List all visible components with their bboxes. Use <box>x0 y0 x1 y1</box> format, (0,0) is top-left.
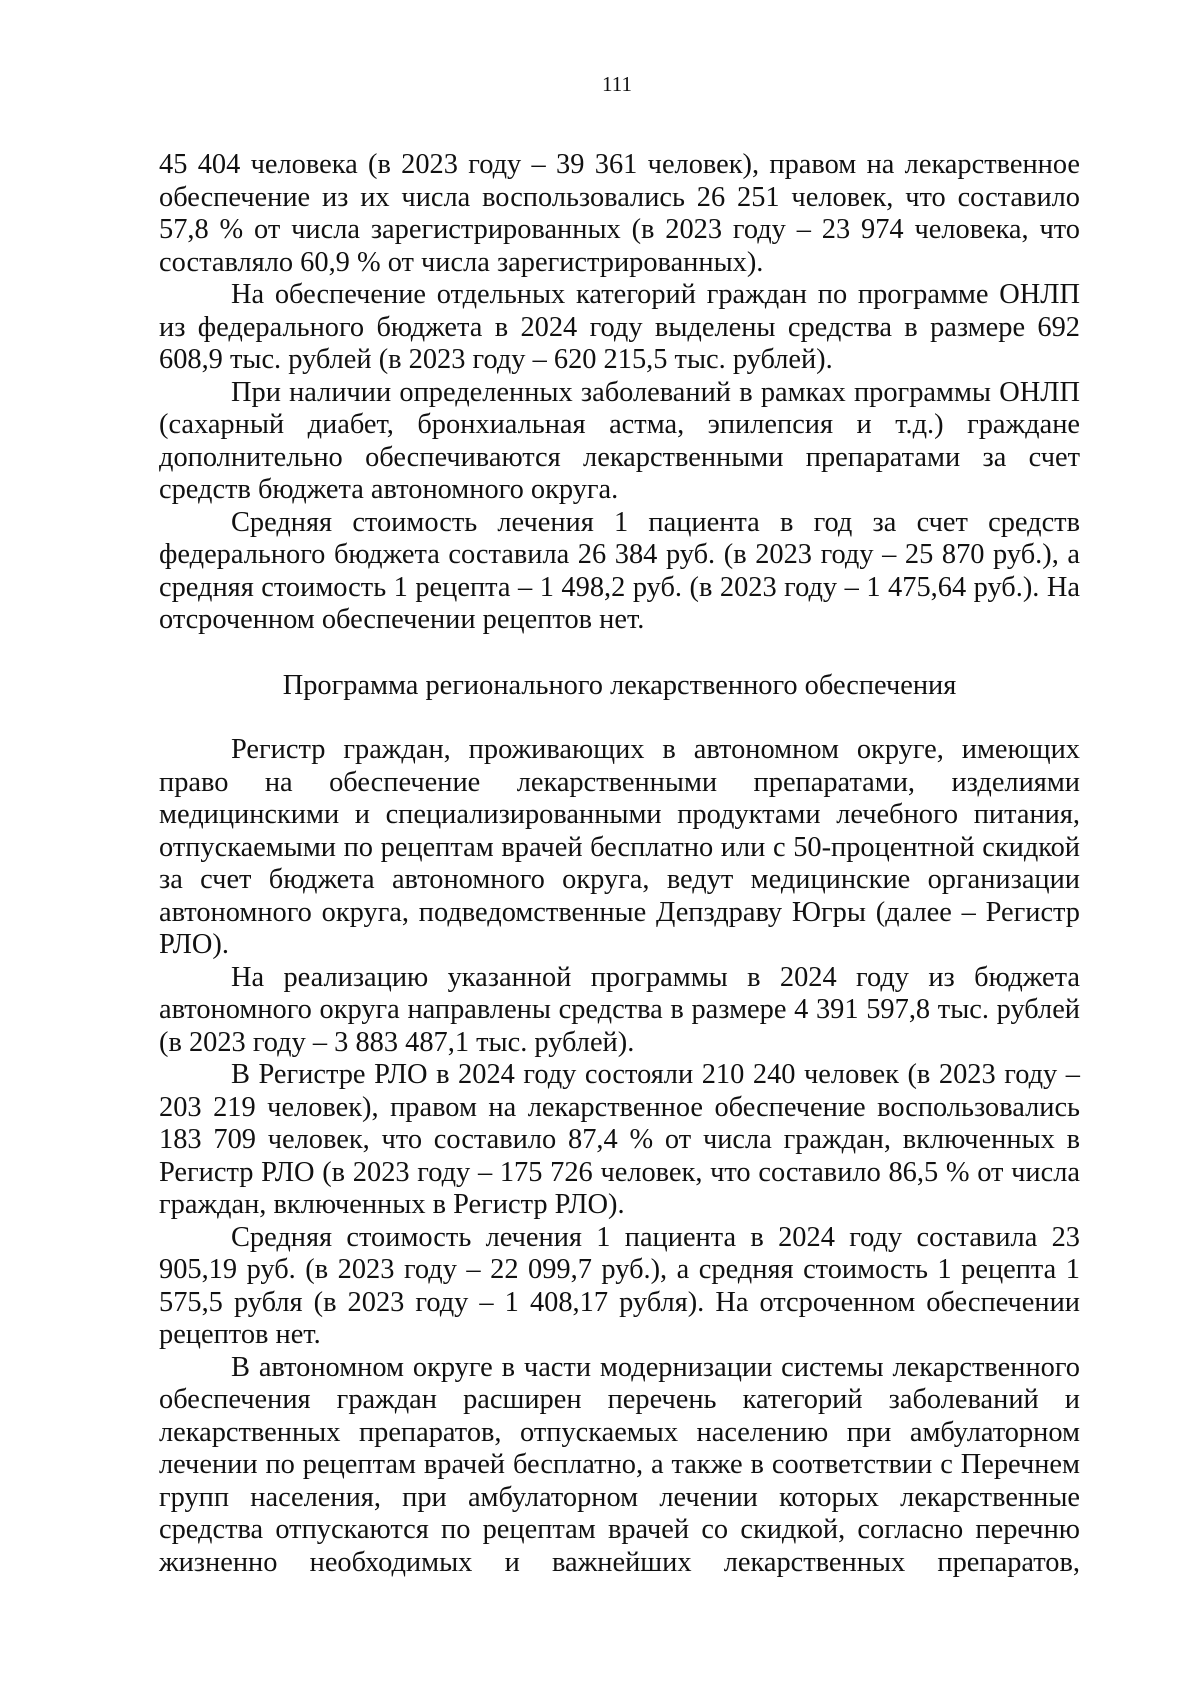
page-number: 111 <box>602 72 632 96</box>
paragraph-rlo-register: Регистр граждан, проживающих в автономном округе, имеющих право на обеспечение лекарственными препаратами, изделиями медицинскими и специализированными продуктами лечебного питания, отпускаемыми по рецептам врачей бесплатно или с 50-процентной скидкой за счет бюджета автономного округа, ведут медицинские организации автономного округа, подведомственные Депздраву Югры (далее – Регистр РЛО). <box>159 734 1080 960</box>
paragraph-onlp-funding: На обеспечение отдельных категорий граждан по программе ОНЛП из федерального бюджета в 2024 году выделены средства в размере 692 608,9 тыс. рублей (в 2023 году – 620 215,5 тыс. рублей). <box>159 279 1080 375</box>
document-body <box>159 149 1080 1579</box>
paragraph-onlp-diseases: При наличии определенных заболеваний в рамках программы ОНЛП (сахарный диабет, бронхиальная астма, эпилепсия и т.д.) граждане дополнительно обеспечиваются лекарственными препаратами за счет средств бюджета автономного округа. <box>159 376 1080 505</box>
section-heading: Программа регионального лекарственного обеспечения <box>282 669 957 701</box>
paragraph-rlo-statistics: В Регистре РЛО в 2024 году состояли 210 240 человек (в 2023 году – 203 219 человек), правом на лекарственное обеспечение воспользовались 183 709 человек, что составило 87,4 % от числа граждан, включенных в Регистр РЛО (в 2023 году – 175 726 человек, что составило 86,5 % от числа граждан, включенных в Регистр РЛО). <box>159 1059 1080 1220</box>
paragraph-rlo-funding: На реализацию указанной программы в 2024 году из бюджета автономного округа направлены средства в размере 4 391 597,8 тыс. рублей (в 2023 году – 3 883 487,1 тыс. рублей). <box>159 961 1080 1058</box>
paragraph-onlp-average-cost: Средняя стоимость лечения 1 пациента в год за счет средств федерального бюджета составила 26 384 руб. (в 2023 году – 25 870 руб.), а средняя стоимость 1 рецепта – 1 498,2 руб. (в 2023 году – 1 475,64 руб.). На отсроченном обеспечении рецептов нет. <box>159 506 1080 635</box>
paragraph-modernization: В автономном округе в части модернизации системы лекарственного обеспечения граждан расширен перечень категорий заболеваний и лекарственных препаратов, отпускаемых населению при амбулаторном лечении по рецептам врачей бесплатно, а также в соответствии с Перечнем групп населения, при амбулаторном лечении которых лекарственные средства отпускаются по рецептам врачей со скидкой, согласно перечню жизненно необходимых и важнейших лекарственных препаратов, <box>159 1351 1080 1578</box>
paragraph-continuation: 45 404 человека (в 2023 году – 39 361 человек), правом на лекарственное обеспечение из их числа воспользовались 26 251 человек, что составило 57,8 % от числа зарегистрированных (в 2023 году – 23 974 человека, что составляло 60,9 % от числа зарегистрированных). <box>159 149 1080 278</box>
paragraph-rlo-average-cost: Средняя стоимость лечения 1 пациента в 2024 году составила 23 905,19 руб. (в 2023 году – 22 099,7 руб.), а средняя стоимость 1 рецепта 1 575,5 рубля (в 2023 году – 1 408,17 рубля). На отсроченном обеспечении рецептов нет. <box>159 1221 1080 1350</box>
